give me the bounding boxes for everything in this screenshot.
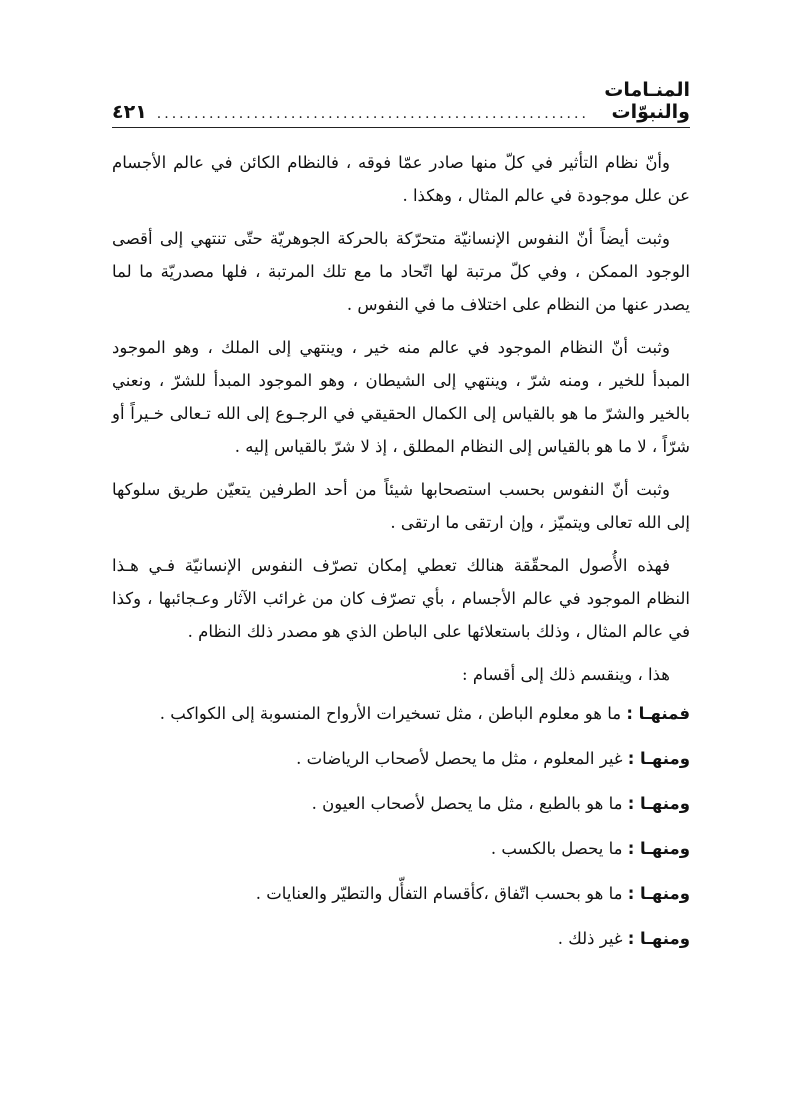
list-item [112,922,690,955]
paragraph: فهذه الأُصول المحقّقة هنالك تعطي إمكان تصرّف النفوس الإنسانيّة فـي هـذا النظام الموجود في عالم الأجسام ، بأي تصرّف كان من غرائب الآثار وعـجائبها ، وكذا في عالم المثال ، وذلك باستعلائها على الباطن الذي هو مصدر ذلك النظام . [112,556,690,641]
item-text: ما يحصل بالكسب . [490,839,623,858]
list-item [112,697,690,730]
item-label: ومنهـا : [627,749,690,768]
paragraph: وأنّ نظام التأثير في كلّ منها صادر عمّا فوقه ، فالنظام الكائن في عالم الأجسام عن علل موجودة في عالم المثال ، وهكذا . [112,153,690,205]
page-number: ٤٢١ [112,101,147,123]
item-label: ومنهـا : [627,839,690,858]
paragraph: وثبت أنّ النفوس بحسب استصحابها شيئاً من أحد الطرفين يتعيّن طريق سلوكها إلى الله تعالى ويتميّز ، وإن ارتقى ما ارتقى . [112,480,690,532]
list-item [112,742,690,775]
item-text: غير المعلوم ، مثل ما يحصل لأصحاب الرياضات . [296,749,623,768]
intro-line: هذا ، وينقسم ذلك إلى أقسام : [462,665,670,684]
paragraph: وثبت أيضاً أنّ النفوس الإنسانيّة متحرّكة بالحركة الجوهريّة حتّى تنتهي إلى أقصى الوجود الممكن ، وفي كلّ مرتبة لها اتّحاد ما مع تلك المرتبة ، فلها مصدريّة ما لما يصدر عنها من النظام على اختلاف ما في النفوس . [112,229,690,314]
page-body [112,146,690,967]
paragraph: وثبت أنّ النظام الموجود في عالم منه خير ، وينتهي إلى الملك ، وهو الموجود المبدأ للخير ، ومنه شرّ ، وينتهي إلى الشيطان ، وهو الموجود المبدأ للشرّ ، ونعني بالخير والشرّ ما هو بالقياس إلى الكمال الحقيقي في الرجـوع إلى الله تـعالى خـيراً أو شرّاً ، لا ما هو بالقياس إلى النظام المطلق ، إذ لا شرّ بالقياس إليه . [112,338,690,456]
list-item [112,877,690,910]
item-label: ومنهـا : [627,794,690,813]
item-label: فمنهـا : [626,704,690,723]
item-text: ما هو بحسب اتّفاق ،كأقسام التفأّل والتطيّر والعنايات . [255,884,623,903]
item-text: غير ذلك . [557,929,623,948]
item-label: ومنهـا : [627,929,690,948]
running-header [112,79,690,128]
item-text: ما هو معلوم الباطن ، مثل تسخيرات الأرواح المنسوبة إلى الكواكب . [159,704,622,723]
header-dot-leader: .......................................................... [156,106,589,122]
item-label: ومنهـا : [627,884,690,903]
item-text: ما هو بالطبع ، مثل ما يحصل لأصحاب العيون . [311,794,623,813]
header-title: المنـامات والنبوّات [604,79,690,123]
list-item [112,787,690,820]
list-item [112,832,690,865]
